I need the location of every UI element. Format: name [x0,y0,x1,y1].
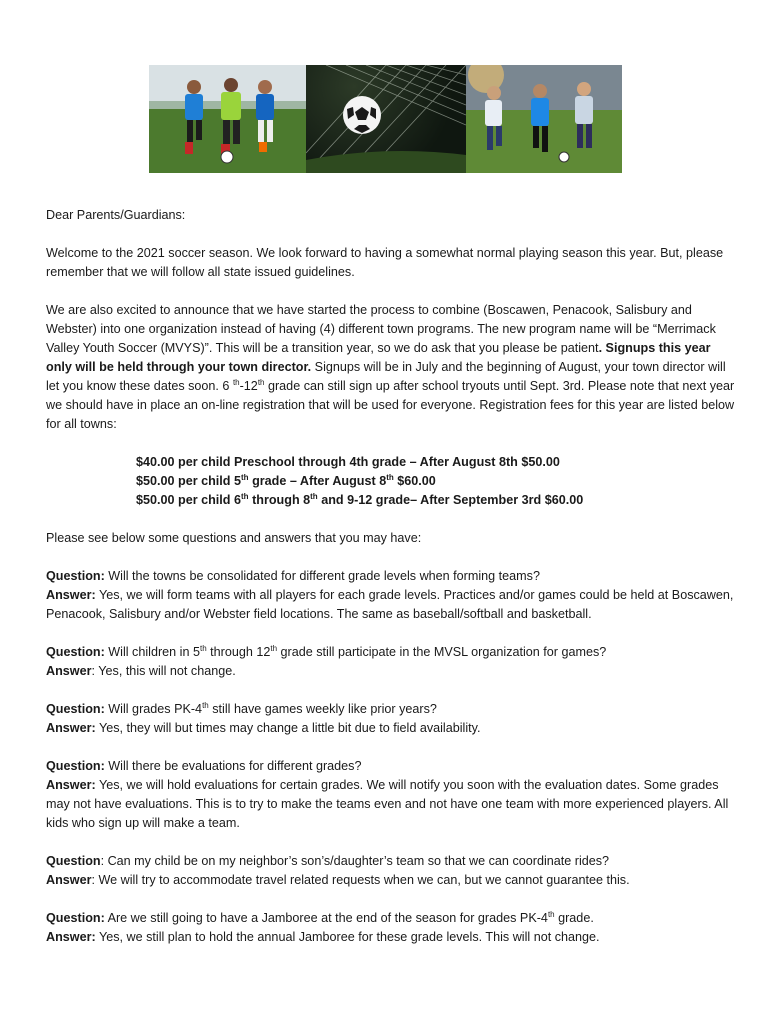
qa-item [46,643,736,681]
answer: Answer: Yes, we still plan to hold the annual Jamboree for these grade levels. This will not change. [46,930,600,944]
question: Question: Can my child be on my neighbor’s son’s/daughter’s team so that we can coordinate rides? [46,854,610,868]
qa-item [46,852,736,890]
soccer-ball-in-net-photo [306,65,466,173]
fee-line: $50.00 per child 6th through 8th and 9-12 grade– After September 3rd $60.00 [136,492,584,507]
question: Question: Are we still going to have a Jamboree at the end of the season for grades PK-4th grade. [46,910,594,925]
youth-soccer-players-photo [149,65,306,173]
answer: Answer: Yes, we will hold evaluations for certain grades. We will notify you soon with the evaluation dates. Some grades may not have evaluations. This is to try to make the teams even and not have one team with more experienced players. All kids who sign up will make a team. [46,778,729,830]
greeting: Dear Parents/Guardians: [46,208,186,222]
fee-line: $40.00 per child Preschool through 4th grade – After August 8th $50.00 [136,455,560,469]
girls-soccer-match-photo [466,65,622,173]
qa-item [46,700,736,738]
fee-line: $50.00 per child 5th grade – After August 8th $60.00 [136,473,436,488]
answer: Answer: Yes, they will but times may change a little bit due to field availability. [46,721,481,735]
announcement-paragraph: We are also excited to announce that we have started the process to combine (Boscawen, Penacook, Salisbury and Webster) into one organization instead of having (4) different town programs. The new program name will be “Merrimack Valley Youth Soccer (MVYS)”. This will be a transition year, so we do ask that you please be patient. Signups this year only will be held through your town director. Signups will be in July and the beginning of August, your town director will let you know these dates soon. 6 $^{th}$-12th grade can still sign up after school tryouts until Sept. 3rd. Please note that next year we should have in place an on-line registration that will be used for everyone. Registration fees for this year are listed below for all towns: [46,303,735,431]
header-photo-banner [149,65,622,173]
qa-item [46,909,736,947]
qa-intro: Please see below some questions and answers that you may have: [46,531,422,545]
question: Question: Will there be evaluations for different grades? [46,759,362,773]
qa-item [46,757,736,833]
welcome-paragraph: Welcome to the 2021 soccer season. We look forward to having a somewhat normal playing season this year. But, please remember that we will follow all state issued guidelines. [46,246,724,279]
signup-note: Signups this year only will be held through your town director. [46,341,711,374]
question: Question: Will children in 5th through 12th grade still participate in the MVSL organization for games? [46,644,607,659]
letter-body [46,206,736,947]
answer: Answer: Yes, we will form teams with all players for each grade levels. Practices and/or games could be held at Boscawen, Penacook, Salisbury and/or Webster field locations. The same as baseball/softball and basketball. [46,588,734,621]
registration-fees [46,453,736,510]
qa-item [46,567,736,624]
answer: Answer: We will try to accommodate travel related requests when we can, but we cannot guarantee this. [46,873,630,887]
question: Question: Will the towns be consolidated for different grade levels when forming teams? [46,569,540,583]
answer: Answer: Yes, this will not change. [46,664,236,678]
question: Question: Will grades PK-4th still have games weekly like prior years? [46,701,437,716]
